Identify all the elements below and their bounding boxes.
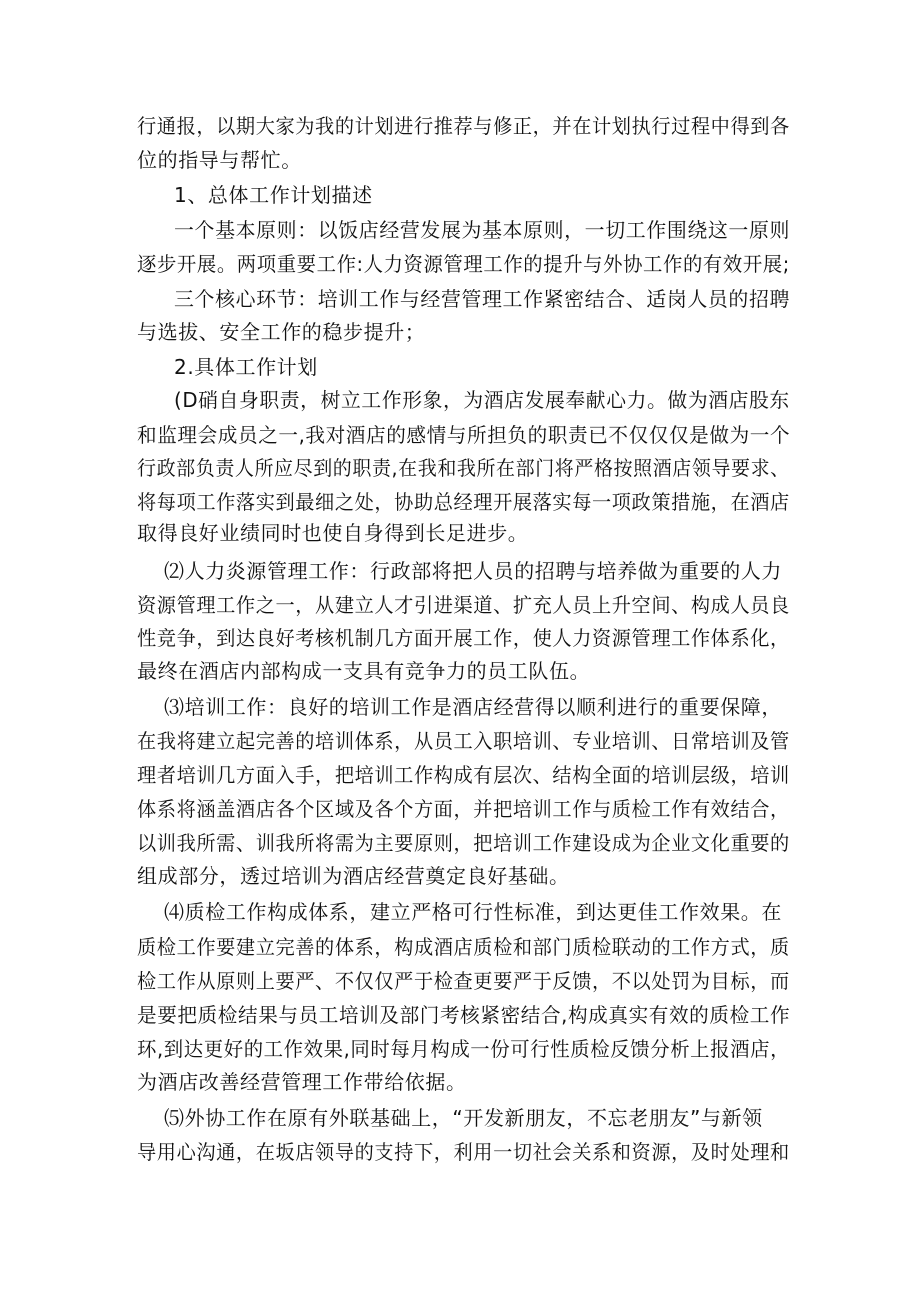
text-line: 环,到达更好的工作效果,同时每月构成一份可行性质检反馈分析上报酒店，: [137, 1037, 791, 1061]
text-line: 一个基本原则：以饭店经营发展为基本原则，一切工作围绕这一原则: [174, 218, 791, 242]
text-line: 以训我所需、训我所将需为主要原则，把培训工作建设成为企业文化重要的: [137, 831, 790, 855]
text-line: 和监理会成员之一,我对酒店的感情与所担负的职责已不仅仅仅是做为一个: [137, 423, 791, 447]
text-line: 取得良好业绩同时也使自身得到长足进步。: [137, 521, 529, 545]
text-line: 逐步开展。两项重要工作:人力资源管理工作的提升与外协工作的有效开展;: [137, 252, 790, 276]
text-line: 质检工作要建立完善的体系，构成酒店质检和部门质检联动的工作方式，质: [137, 935, 790, 959]
text-line: ⑸外协工作在原有外联基础上，“开发新朋友，不忘老朋友”与新领: [164, 1106, 763, 1130]
text-line: 是要把质检结果与员工培训及部门考核紧密结合,构成真实有效的质检工作: [137, 1003, 791, 1027]
text-line: 理者培训几方面入手，把培训工作构成有层次、结构全面的培训层级，培训: [137, 763, 790, 787]
text-line: (D硝自身职责，树立工作形象，为酒店发展奉献心力。做为酒店股东: [174, 388, 790, 412]
text-line: 体系将涵盖酒店各个区域及各个方面，并把培训工作与质检工作有效结合，: [137, 797, 790, 821]
text-line: 为酒店改善经营管理工作带给依据。: [137, 1070, 467, 1094]
text-line: 检工作从原则上要严、不仅仅严于检查更要严于反馈，不以处罚为目标，而: [137, 969, 790, 993]
text-line: ⑷质检工作构成体系，建立严格可行性标准，到达更佳工作效果。在: [164, 900, 782, 924]
text-line: 行政部负责人所应尽到的职责,在我和我所在部门将严格按照酒店领导要求、: [137, 456, 790, 480]
text-line: ⑶培训工作：良好的培训工作是酒店经营得以顺利进行的重要保障，: [164, 695, 782, 719]
text-line: 在我将建立起完善的培训体系，从员工入职培训、专业培训、日常培训及管: [137, 729, 790, 753]
text-line: ⑵人力炎源管理工作：行政部将把人员的招聘与培养做为重要的人力: [164, 559, 782, 583]
text-line: 将每项工作落实到最细之处，协助总经理开展落实每一项政策措施，在酒店: [137, 490, 790, 514]
text-line: 三个核心环节：培训工作与经营管理工作紧密结合、适岗人员的招聘: [174, 287, 791, 311]
text-line: 位的指导与帮忙。: [137, 148, 302, 172]
text-line: 行通报，以期大家为我的计划进行推荐与修正，并在计划执行过程中得到各: [137, 114, 790, 138]
text-line: 与选拔、安全工作的稳步提升；: [137, 320, 426, 344]
text-line: 最终在酒店内部构成一支具有竞争力的员工队伍。: [137, 659, 591, 683]
section-heading: 2.具体工作计划: [174, 355, 318, 379]
section-heading: 1、总体工作计划描述: [174, 183, 373, 207]
text-line: 组成部分，透过培训为酒店经营奠定良好基础。: [137, 864, 570, 888]
text-line: 导用心沟通，在坂店领导的支持下，利用一切社会关系和资源，及时处理和: [137, 1140, 790, 1164]
text-line: 资源管理工作之一，从建立人才引进渠道、扩充人员上升空间、构成人员良: [137, 593, 790, 617]
text-line: 性竞争，到达良好考核机制几方面开展工作，使人力资源管理工作体系化，: [137, 626, 790, 650]
